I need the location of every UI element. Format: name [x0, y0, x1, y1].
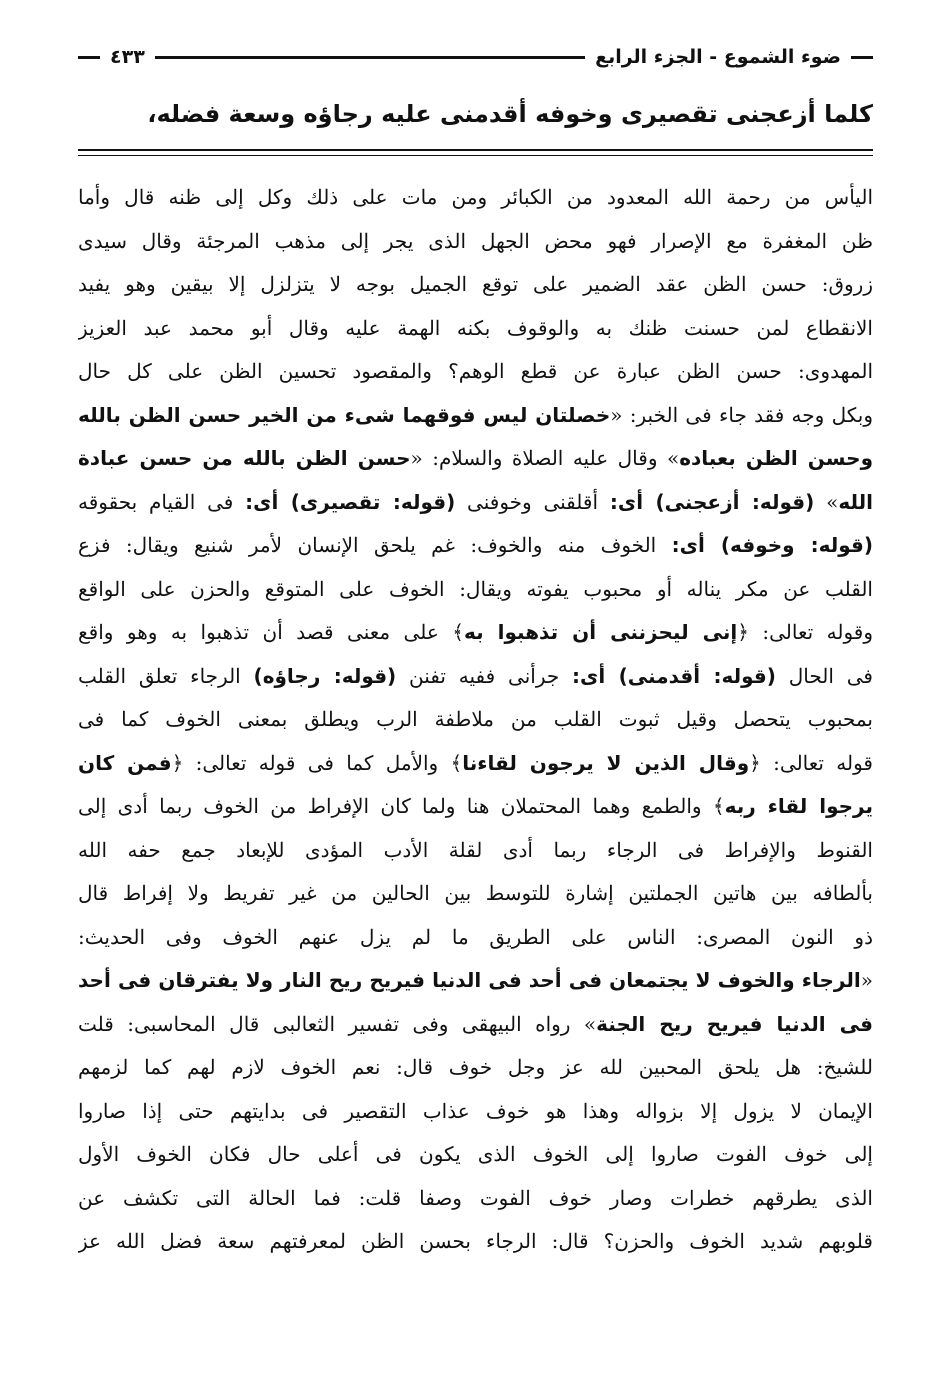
bold-segment: (قوله: تقصيرى) أى:: [245, 489, 456, 514]
text-segment: »: [814, 489, 839, 514]
text-segment: القلب عن مكر يناله أو محبوب يفوته ويقال: الخوف على المتوقع والحزن على الواقع: [78, 576, 873, 601]
bold-segment: فى الدنيا فيريح ريح الجنة: [596, 1011, 873, 1036]
text-segment: زروق: حسن الظن عقد الضمير على توقع الجميل بوجه لا يتزلزل إلا بيقين وهو يفيد: [78, 272, 873, 296]
bold-segment: (قوله: أزعجنى) أى:: [609, 489, 815, 514]
text-segment: قلوبهم شديد الخوف والحزن؟ قال: الرجاء بحسن الظن لمعرفتهم سعة فضل الله عز: [78, 1229, 873, 1253]
text-segment: القنوط والإفراط فى الرجاء ربما أدى لقلة الأدب المؤدى للإبعاد جمع حفه الله: [78, 837, 873, 862]
bold-segment: وحسن الظن بعباده: [679, 446, 873, 470]
bold-segment: (قوله: وخوفه) أى:: [671, 533, 873, 557]
text-segment: ظن المغفرة مع الإصرار فهو محض الجهل الذى يجر إلى مذهب المرجئة وقال سيدى: [78, 228, 873, 253]
text-segment: الانقطاع لمن حسنت ظنك به والوقوف بكنه الهمة عليه وقال أبو محمد عبد العزيز: [78, 315, 873, 340]
text-segment: وقوله تعالى: ﴿: [737, 620, 873, 644]
separator-rule-thick: [78, 149, 873, 151]
text-line: [78, 698, 873, 742]
text-line: [78, 1133, 873, 1177]
separator-rule-thin: [78, 155, 873, 156]
text-line: [78, 655, 873, 699]
text-line: [78, 263, 873, 307]
text-segment: ذو النون المصرى: الناس على الطريق ما لم يزل عنهم الخوف وفى الحديث:: [78, 924, 873, 949]
text-line: [78, 872, 873, 916]
text-line: [78, 437, 873, 481]
text-segment: قوله تعالى: ﴿: [749, 750, 873, 775]
text-segment: الذى يطرقهم خطرات وصار خوف الفوت وصفا قلت: فما الحالة التى تكشف عن: [78, 1185, 873, 1210]
bold-segment: فمن كان: [78, 750, 172, 775]
bold-segment: يرجوا لقاء ربه: [724, 794, 873, 818]
text-line: [78, 568, 873, 612]
text-segment: بمحبوب يتحصل وقيل ثبوت القلب من ملاطفة الرب ويطلق بمعنى الخوف كما فى: [78, 707, 873, 731]
text-segment: ﴾ والأمل كما فى قوله تعالى: ﴿: [171, 750, 463, 775]
text-segment: فى الحال: [775, 663, 873, 688]
text-line: [78, 611, 873, 655]
text-segment: المهدوى: حسن الظن عبارة عن قطع الوهم؟ والمقصود تحسين الظن على كل حال: [78, 359, 873, 383]
text-line: [78, 1003, 873, 1047]
text-line: [78, 829, 873, 873]
text-segment: ﴾ والطمع وهما المحتملان هنا ولما كان الإفراط من الخوف ربما أدى إلى: [78, 794, 725, 818]
text-line: [78, 1046, 873, 1090]
text-line: [78, 350, 873, 394]
text-segment: اليأس من رحمة الله المعدود من الكبائر ومن مات على ذلك وكل إلى ظنه قال وأما: [78, 185, 873, 209]
bold-segment: الله: [838, 489, 873, 514]
text-segment: للشيخ: هل يلحق المحبين لله عز وجل خوف قال: نعم الخوف لازم لهم كما لزمهم: [78, 1055, 873, 1079]
text-line: [78, 394, 873, 438]
text-segment: فى القيام بحقوقه: [78, 489, 246, 514]
running-header: [78, 40, 873, 74]
text-line: [78, 220, 873, 264]
page-number: ٤٣٣: [110, 46, 145, 68]
header-dash-right: [851, 56, 873, 59]
text-segment: إلى خوف الفوت صاروا إلى الخوف الذى يكون فى أعلى حال فكان الخوف الأول: [78, 1142, 873, 1166]
bold-segment: (قوله: أقدمنى) أى:: [572, 663, 776, 688]
text-line: [78, 916, 873, 960]
header-dash-left: [78, 56, 100, 59]
text-line: [78, 176, 873, 220]
text-segment: جرأنى ففيه تفنن: [396, 663, 573, 688]
text-line: [78, 307, 873, 351]
text-line: [78, 481, 873, 525]
commentary-body: [78, 176, 873, 1264]
text-line: [78, 1220, 873, 1264]
text-segment: الخوف منه والخوف: غم يلحق الإنسان لأمر شنيع ويقال: فزع: [78, 533, 672, 557]
text-line: [78, 742, 873, 786]
text-segment: ﴾ على معنى قصد أن تذهبوا به وهو واقع: [78, 620, 464, 644]
header-rule: [155, 56, 585, 59]
header-title: ضوء الشموع - الجزء الرابع: [595, 46, 841, 68]
text-segment: بألطافه بين هاتين الجملتين إشارة للتوسط بين الحالين من غير تفريط ولا إفراط قال: [78, 881, 873, 905]
text-line: [78, 1090, 873, 1134]
text-segment: » وقال عليه الصلاة والسلام: «: [410, 446, 680, 470]
bold-segment: (قوله: رجاؤه): [253, 663, 397, 688]
text-segment: أقلقنى وخوفنى: [455, 489, 610, 514]
text-segment: الإيمان لا يزول إلا بزواله وهذا هو خوف عذاب التقصير فى بدايتهم حتى إذا صاروا: [78, 1098, 873, 1123]
text-segment: الرجاء تعلق القلب: [78, 663, 254, 688]
bold-segment: حسن الظن بالله من حسن عبادة: [78, 446, 411, 470]
text-segment: وبكل وجه فقد جاء فى الخبر: «: [610, 402, 873, 427]
bold-segment: إنى ليحزننى أن تذهبوا به: [463, 620, 738, 644]
text-line: [78, 785, 873, 829]
bold-segment: خصلتان ليس فوقهما شىء من الخير حسن الظن بالله: [78, 402, 611, 427]
matn-text: كلما أزعجنى تقصيرى وخوفه أقدمنى عليه رجاؤه وسعة فضله،: [147, 100, 873, 128]
bold-segment: الرجاء والخوف لا يجتمعان فى أحد فى الدنيا فيريح ريح النار ولا يفترقان فى أحد: [78, 968, 861, 992]
text-line: [78, 524, 873, 568]
text-segment: » رواه البيهقى وفى تفسير الثعالبى قال المحاسبى: قلت: [78, 1011, 597, 1036]
text-line: [78, 1177, 873, 1221]
bold-segment: وقال الذين لا يرجون لقاءنا: [462, 750, 750, 775]
text-segment: «: [860, 968, 873, 992]
text-line: [78, 959, 873, 1003]
